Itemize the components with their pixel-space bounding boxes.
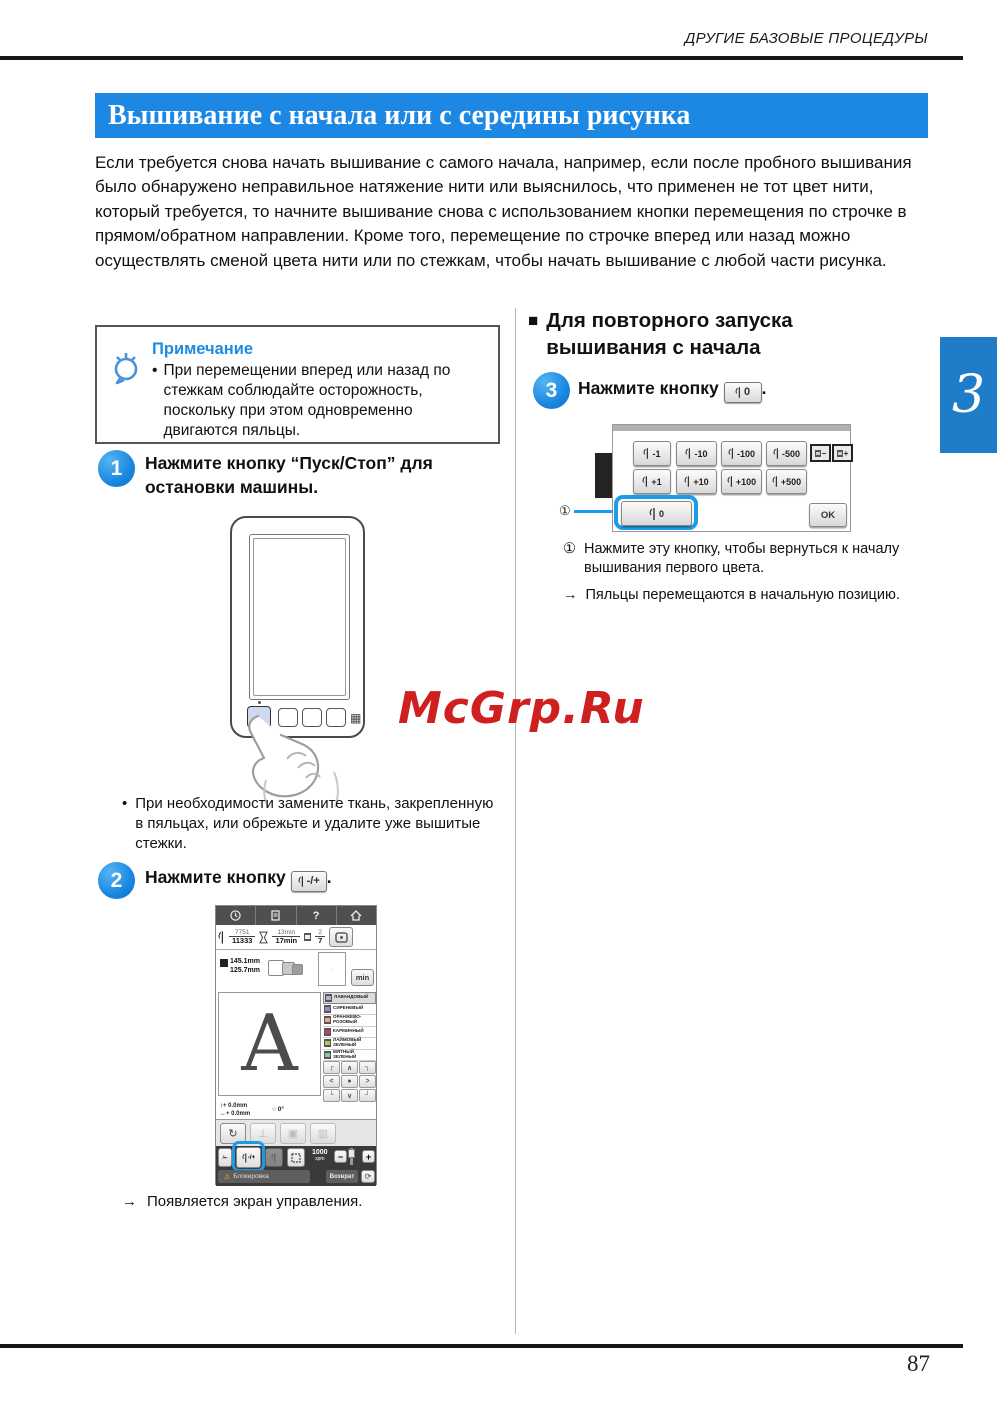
thread-color-list — [323, 992, 376, 1061]
thread-row: СИРЕНЕВЫЙ — [323, 1004, 376, 1016]
stitch-minus1-button: -1 — [633, 441, 671, 466]
stitch-nav-key-icon: -/+ — [291, 871, 327, 892]
bullet: • — [122, 795, 128, 812]
note-box — [95, 325, 500, 444]
center-button: ● — [341, 1075, 358, 1088]
step2-result: → Появляется экран управления. — [122, 1193, 363, 1210]
intro-paragraph: Если требуется снова начать вышивание с самого начала, например, если после пробного вышивания было обнаружено неправильное натяжение нити или выяснилось, что применен не тот цвет нити, который требуется, то начните вышивание снова с использованием кнопки перемещения по строчке в прямом/обратном направлении. Кроме того, перемещение по строчке вперед или назад можно осуществлять сменой цвета нити или по стежкам, чтобы начать вышивание с любой части рисунка. — [95, 153, 912, 270]
thread-spool-icon — [325, 994, 332, 1002]
step1-number: 1 — [98, 450, 135, 487]
speed-slider — [350, 1148, 353, 1165]
column-divider — [515, 308, 516, 1334]
arrow-up-button: ∧ — [341, 1061, 358, 1074]
pattern-preview — [218, 992, 321, 1096]
thread-spool-icon — [324, 1039, 331, 1047]
section-marker: ■ — [528, 311, 539, 330]
header-rule — [0, 56, 963, 60]
embroidery-screen-illustration — [215, 905, 377, 1185]
screen-edge — [595, 453, 612, 498]
screen-info-row — [216, 950, 376, 990]
thread-row: ЛАВАНДОВЫЙ — [323, 992, 376, 1004]
spool-icon — [837, 450, 843, 457]
thread-spool-icon — [324, 1016, 331, 1024]
callout1: ① Нажмите эту кнопку, чтобы вернуться к началу вышивания первого цвета. — [563, 541, 900, 576]
frame-move-button — [287, 1148, 305, 1167]
speed-plus-button: + — [362, 1150, 375, 1163]
needle-icon — [218, 930, 225, 945]
machine-screen — [249, 534, 350, 700]
callout1-marker: ① — [563, 541, 576, 557]
section-heading: ■ Для повторного запуска вышивания с начала — [528, 308, 793, 361]
machine-led — [258, 701, 261, 704]
stitch-zero-button: 0 — [621, 501, 692, 526]
stitch-plus1-button: +1 — [633, 469, 671, 494]
result-arrow: → — [122, 1193, 137, 1210]
note-text: • При перемещении вперед или назад по стежкам соблюдайте осторожность, поскольку при этом одновременно двигаются пяльцы. — [152, 361, 490, 442]
stitch-minus10-button: -10 — [676, 441, 717, 466]
time-counter: $\frac{13\min}{17\min}$ — [272, 929, 300, 945]
running-header: ДРУГИЕ БАЗОВЫЕ ПРОЦЕДУРЫ — [684, 30, 928, 47]
callout2: → Пяльцы перемещаются в начальную позицию. — [563, 587, 900, 603]
page-turn-button: ⟳ — [361, 1170, 375, 1183]
result-arrow: → — [563, 587, 578, 603]
callout-line — [574, 510, 613, 513]
stitch-plus10-button: +10 — [676, 469, 717, 494]
note-bullet: • — [152, 362, 158, 379]
rotate-button: ↻ — [220, 1123, 246, 1144]
page-title: Вышивание с начала или с середины рисунка — [95, 93, 928, 138]
thread-spool-icon — [324, 1028, 331, 1036]
stitch-minus100-button: -100 — [721, 441, 762, 466]
thread-row: ЛАЙМОВЫЙ ЗЕЛЕНЫЙ — [323, 1038, 376, 1050]
pattern-letter: A — [241, 999, 298, 1089]
page-number: 87 — [907, 1351, 930, 1376]
presser-foot-button: ⊥ — [250, 1123, 276, 1144]
stitch-zero-key-icon: 0 — [724, 382, 762, 403]
highlight-ring — [232, 1141, 265, 1172]
basting-button: ▥ — [310, 1123, 336, 1144]
thread-row: КАРМИННЫЙ — [323, 1027, 376, 1039]
stitch-plus500-button: +500 — [766, 469, 807, 494]
machine-body — [230, 516, 365, 738]
clock-icon — [216, 906, 256, 925]
arrow-down-right-button: ┘ — [359, 1089, 376, 1102]
thread-spool-icon — [324, 1005, 331, 1013]
arrow-up-left-button: ┌ — [323, 1061, 340, 1074]
arrow-up-right-button: ┐ — [359, 1061, 376, 1074]
spool-icon — [815, 450, 821, 457]
home-icon — [337, 906, 376, 925]
color-forward-button: + — [832, 444, 853, 462]
thread-trim-button: ✁ — [218, 1148, 232, 1167]
thread-row: МЯТНЫЙ ЗЕЛЕНЫЙ — [323, 1050, 376, 1062]
color-back-button: − — [810, 444, 831, 462]
position-arrow-pad — [323, 1061, 376, 1102]
grid-icon: ▦ — [350, 711, 362, 725]
step2-number: 2 — [98, 862, 135, 899]
speed-readout: 1000 spm — [312, 1149, 328, 1162]
spool-icon — [304, 933, 311, 941]
machine-panel-illustration — [220, 510, 395, 808]
document-icon — [256, 906, 296, 925]
lock-button: ⚠ Блокировка — [218, 1170, 310, 1183]
step2-text: Нажмите кнопку -/+ . — [145, 866, 505, 892]
chapter-tab: 3 — [940, 337, 997, 453]
stitch-minus500-button: -500 — [766, 441, 807, 466]
position-readout: ↕+ 0.0mm ↔+ 0.0mm — [220, 1103, 251, 1118]
step3-text: Нажмите кнопку 0 . — [578, 377, 918, 403]
stitch-plus100-button: +100 — [721, 469, 762, 494]
rotation-readout: ○ 0° — [272, 1106, 284, 1113]
step1-text: Нажмите кнопку “Пуск/Стоп” для остановки машины. — [145, 453, 433, 497]
camera-button: ▣ — [280, 1123, 306, 1144]
note-title: Примечание — [152, 340, 254, 358]
arrow-right-button: > — [359, 1075, 376, 1088]
pattern-thumbnail: · — [318, 952, 346, 986]
color-counter: $\frac{2}{7}$ — [315, 929, 325, 945]
hourglass-icon — [259, 931, 268, 944]
step3-number: 3 — [533, 372, 570, 409]
stitch-panel — [612, 424, 851, 532]
arrow-down-button: ∨ — [341, 1089, 358, 1102]
panel-top-strip — [613, 425, 850, 431]
ok-button: OK — [809, 503, 847, 527]
return-button: Возврат — [326, 1170, 358, 1183]
footer-rule — [0, 1344, 963, 1348]
callout-marker: ① — [559, 503, 571, 518]
stitch-nav-button: -/+ — [236, 1147, 261, 1168]
note-bulb-icon — [109, 345, 147, 387]
screen-topbar — [216, 906, 376, 925]
speed-minus-button: − — [334, 1150, 347, 1163]
thread-row: ОРАНЖЕВО-РОЗОВЫЙ — [323, 1015, 376, 1027]
watermark: McGrp.Ru — [398, 683, 645, 734]
needle-disabled-button — [265, 1148, 283, 1167]
thread-spool-icon — [324, 1051, 331, 1059]
warning-icon: ⚠ — [224, 1173, 231, 1181]
help-icon: ? — [297, 906, 337, 925]
stitch-counter: $\frac{7751}{11333}$ — [229, 929, 255, 945]
size-icon — [220, 959, 228, 967]
screen-control-zone — [216, 1146, 376, 1186]
frame-view-button — [329, 927, 353, 947]
stitch-panel-illustration — [555, 420, 855, 538]
screen-statusbar — [216, 925, 376, 950]
arrow-down-left-button: └ — [323, 1089, 340, 1102]
design-dimensions: 145.1mm 125.7mm — [230, 958, 260, 975]
step1-note: • При необходимости замените ткань, закрепленную в пяльцах, или обрежьте и удалите уже вышитые стежки. — [122, 795, 494, 852]
min-button: min — [351, 969, 374, 986]
arrow-left-button: < — [323, 1075, 340, 1088]
